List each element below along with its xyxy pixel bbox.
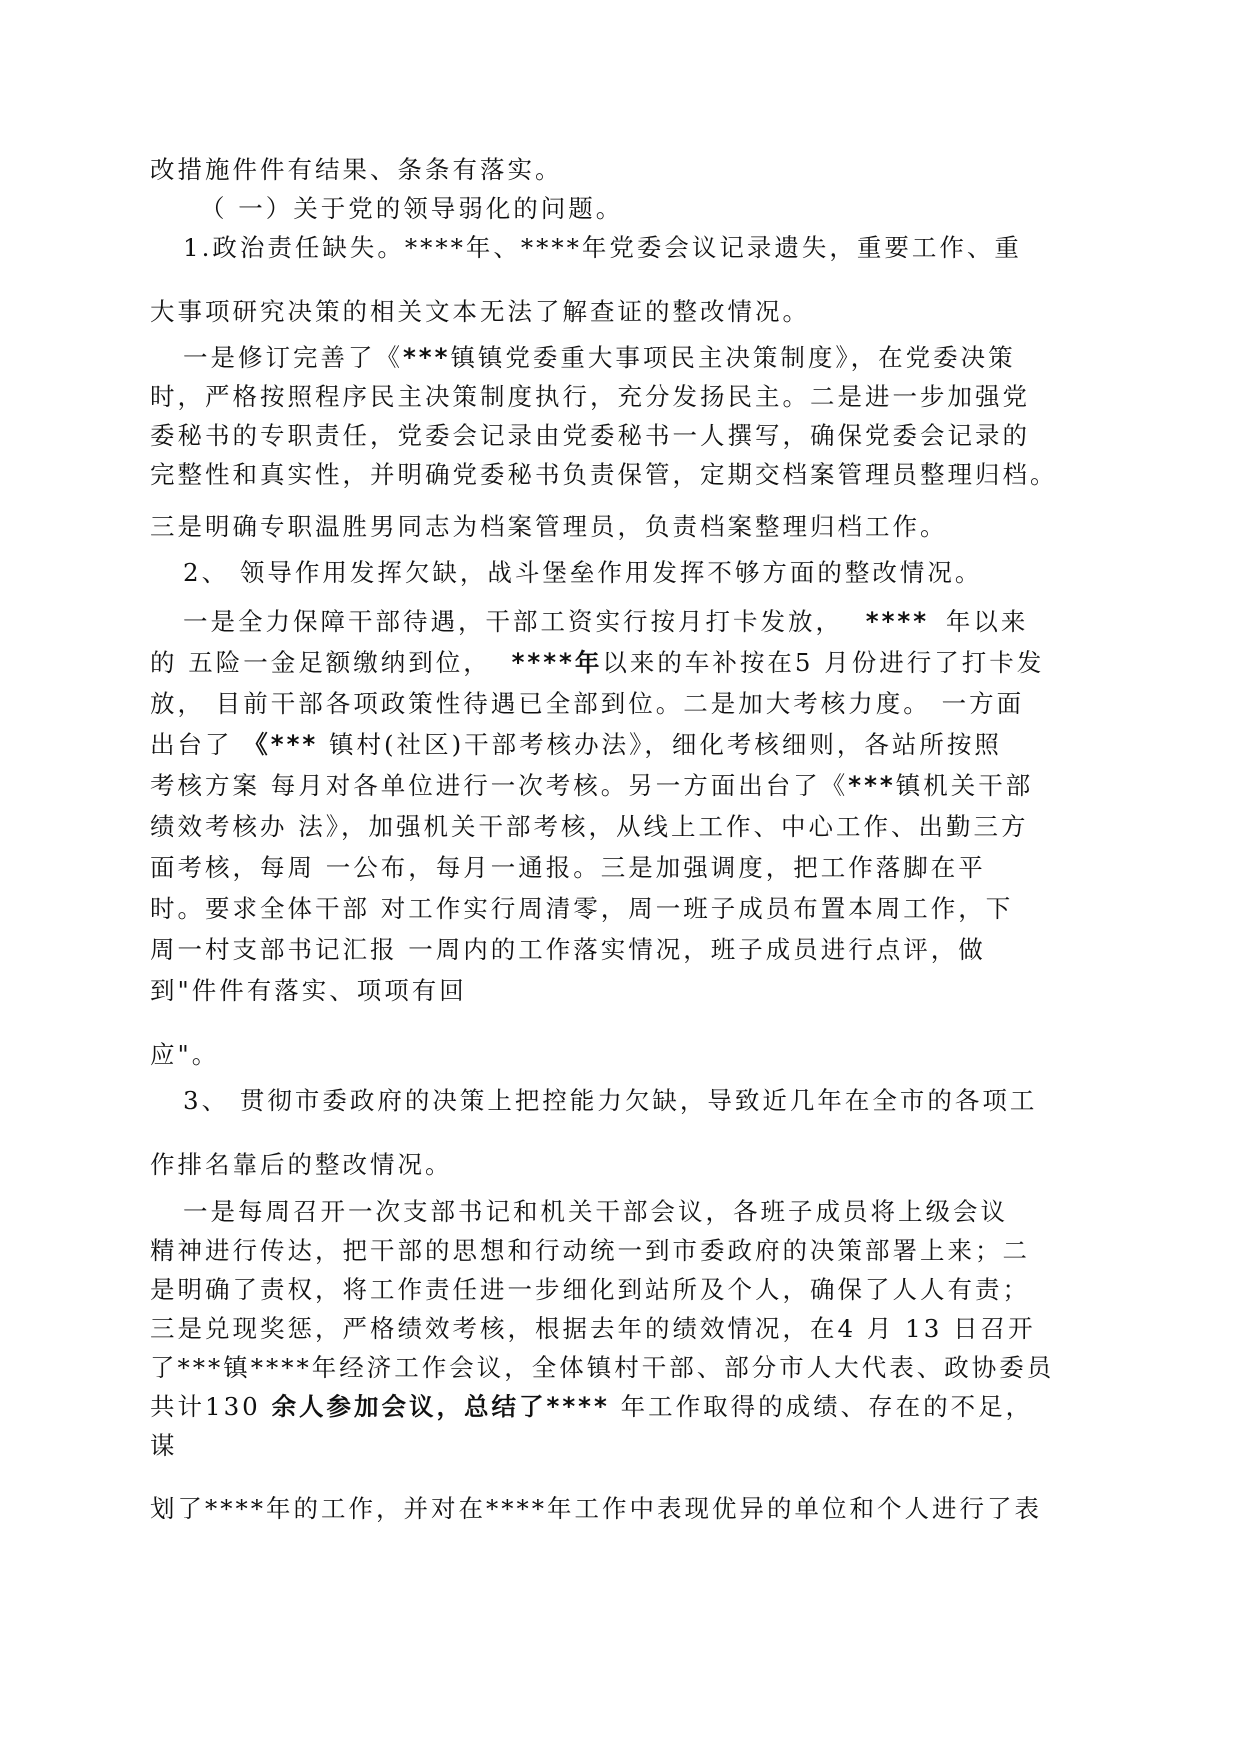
text-line: 三是明确专职温胜男同志为档案管理员，负责档案整理归档工作。 (150, 512, 948, 541)
text-line: 放， 目前干部各项政策性待遇已全部到位。二是加大考核力度。 一方面 (150, 689, 1025, 718)
text-run-bold: ****年 (511, 648, 603, 677)
text-line: 三是兑现奖惩，严格绩效考核，根据去年的绩效情况，在4 月 13 日召开 (150, 1314, 1036, 1343)
text-line: 到"件件有落实、项项有回 (150, 976, 467, 1005)
text-run-bold: 《*** (243, 730, 319, 759)
text-run-bold: 余人参加会议，总结了**** (271, 1392, 610, 1421)
section-heading: （ 一）关于党的领导弱化的问题。 (200, 194, 624, 223)
text-run: 一是全力保障干部待遇，干部工资实行按月打卡发放， (183, 607, 843, 636)
text-run: 考核方案 每月对各单位进行一次考核。另一方面出台了《 (150, 771, 849, 800)
text-line (183, 342, 1016, 374)
text-run: 年以来 (945, 607, 1029, 636)
text-line: 大事项研究决策的相关文本无法了解查证的整改情况。 (150, 297, 810, 326)
text-line: 划了****年的工作，并对在****年工作中表现优异的单位和个人进行了表 (150, 1494, 1042, 1523)
text-line (150, 770, 1033, 802)
text-run: 镇镇党委重大事项民主决策制度》，在党委决策 (450, 343, 1016, 372)
text-line: 绩效考核办 法》，加强机关干部考核，从线上工作、中心工作、出勤三方 (150, 812, 1029, 841)
text-line: 一是每周召开一次支部书记和机关干部会议，各班子成员将上级会议 (183, 1197, 1008, 1226)
text-run: 镇机关干部 (895, 771, 1034, 800)
text-run: 镇村(社区)干部考核办法》，细化考核细则，各站所按照 (318, 730, 1002, 759)
text-run: 以来的车补按在5 月份进行了打卡发 (602, 648, 1045, 677)
text-run: 一是修订完善了《 (183, 343, 403, 372)
text-line: 是明确了责权，将工作责任进一步细化到站所及个人，确保了人人有责； (150, 1275, 1030, 1304)
text-run: 共计130 (150, 1392, 272, 1421)
text-line: 面考核，每周 一公布，每月一通报。三是加强调度，把工作落脚在平 (150, 853, 986, 882)
text-line: 时。要求全体干部 对工作实行周清零，周一班子成员布置本周工作，下 (150, 894, 1014, 923)
text-run: 年工作取得的成绩、存在的不足， (609, 1392, 1034, 1421)
text-line: 了***镇****年经济工作会议，全体镇村干部、部分市人大代表、政协委员 (150, 1353, 1055, 1382)
text-run-bold: **** (865, 607, 930, 636)
text-run-bold: *** (848, 771, 896, 800)
text-line: 谋 (150, 1431, 178, 1460)
text-line: 应"。 (150, 1040, 220, 1069)
item-heading: 2、 领导作用发挥欠缺，战斗堡垒作用发挥不够方面的整改情况。 (183, 558, 983, 587)
text-line: 作排名靠后的整改情况。 (150, 1150, 453, 1179)
item-heading: 3、 贯彻市委政府的决策上把控能力欠缺，导致近几年在全市的各项工 (183, 1086, 1038, 1115)
text-line: 时，严格按照程序民主决策制度执行，充分发扬民主。二是进一步加强党 (150, 382, 1030, 411)
text-run: 的 五险一金足额缴纳到位， (150, 648, 491, 677)
text-line (183, 606, 1028, 638)
text-line: 完整性和真实性，并明确党委秘书负责保管，定期交档案管理员整理归档。 (150, 460, 1058, 489)
text-line (150, 1391, 1033, 1423)
text-line (150, 647, 1044, 679)
text-line (150, 729, 1002, 761)
text-run-bold: *** (403, 343, 451, 372)
text-line: 精神进行传达，把干部的思想和行动统一到市委政府的决策部署上来；二 (150, 1236, 1030, 1265)
text-line: 周一村支部书记汇报 一周内的工作落实情况，班子成员进行点评，做 (150, 935, 986, 964)
text-run: 出台了 (150, 730, 244, 759)
text-line: 改措施件件有结果、条条有落实。 (150, 155, 563, 184)
item-heading: 1.政治责任缺失。****年、****年党委会议记录遗失，重要工作、重 (183, 233, 1022, 262)
text-line: 委秘书的专职责任，党委会记录由党委秘书一人撰写，确保党委会记录的 (150, 421, 1030, 450)
